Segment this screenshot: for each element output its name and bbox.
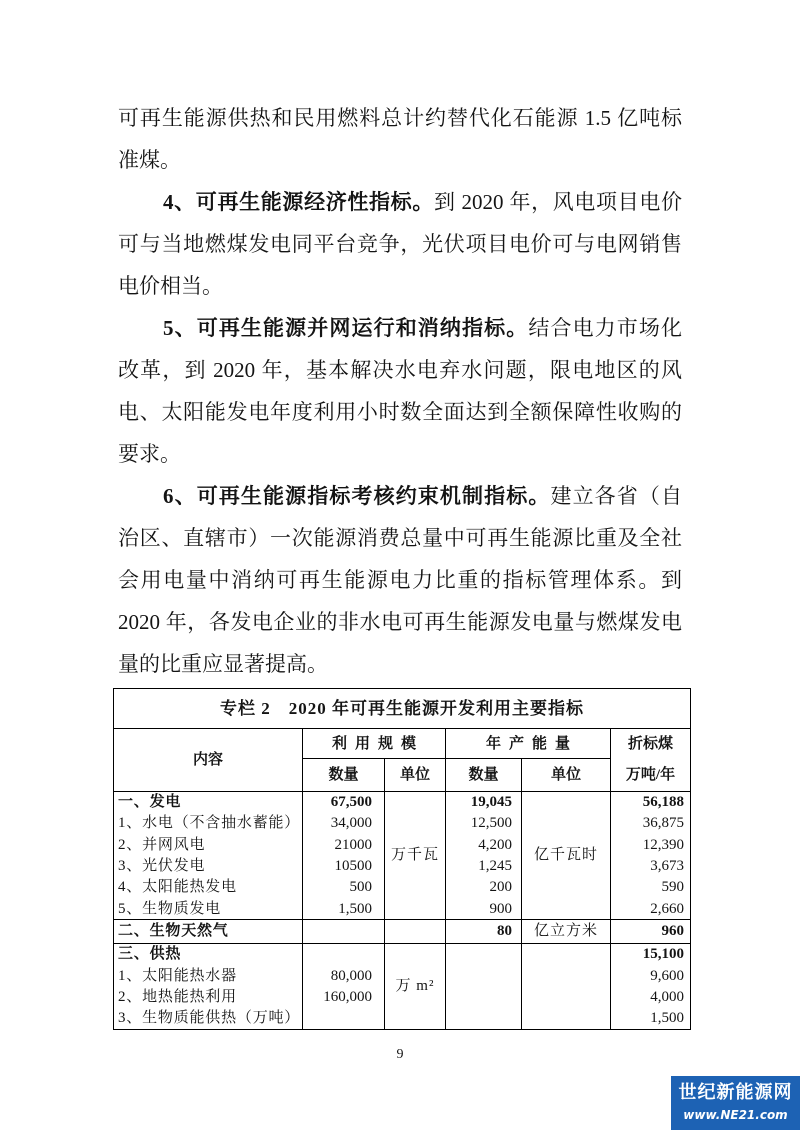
header-output-qty: 数量 <box>446 759 522 792</box>
coal-equivalent-cell: 9,600 <box>611 965 691 987</box>
item-cell: 三、供热 <box>114 943 303 965</box>
watermark-name: 世纪新能源网 <box>678 1082 793 1103</box>
usage-qty-cell <box>303 943 385 965</box>
usage-unit-cell <box>385 919 446 943</box>
item-cell: 3、光伏发电 <box>114 855 303 876</box>
output-qty-cell: 19,045 <box>446 792 522 813</box>
usage-qty-cell: 1,500 <box>303 898 385 919</box>
paragraph <box>118 181 682 307</box>
paragraph <box>118 97 682 181</box>
item-cell: 3、生物质能供热（万吨） <box>114 1008 303 1030</box>
usage-qty-cell: 67,500 <box>303 792 385 813</box>
coal-equivalent-cell: 56,188 <box>611 792 691 813</box>
header-output-unit: 单位 <box>522 759 611 792</box>
output-qty-cell <box>446 943 522 1029</box>
table-caption-row <box>114 689 691 729</box>
paragraph <box>118 307 682 475</box>
header-coal-equivalent <box>611 729 691 792</box>
paragraph-heading: 5、可再生能源并网运行和消纳指标。 <box>163 316 529 340</box>
text-line <box>118 475 682 517</box>
output-qty-cell: 1,245 <box>446 855 522 876</box>
output-unit-cell: 亿立方米 <box>522 919 611 943</box>
item-cell: 1、太阳能热水器 <box>114 965 303 987</box>
header-coal-equivalent-label: 折标煤 <box>628 736 674 752</box>
usage-qty-cell: 80,000 <box>303 965 385 987</box>
item-cell: 二、生物天然气 <box>114 919 303 943</box>
text-line <box>118 307 682 349</box>
table-caption-label: 专栏 2 <box>220 698 271 718</box>
text-run: 结合电力市场化 <box>528 316 683 340</box>
watermark-logo <box>671 1076 800 1130</box>
coal-equivalent-cell: 960 <box>611 919 691 943</box>
watermark-url: www.NE21.com <box>683 1108 788 1122</box>
header-annual-output: 年产能量 <box>446 729 611 759</box>
text-line <box>118 181 682 223</box>
coal-equivalent-cell: 2,660 <box>611 898 691 919</box>
usage-qty-cell <box>303 1008 385 1030</box>
item-cell: 2、地热能热利用 <box>114 986 303 1008</box>
coal-equivalent-cell: 12,390 <box>611 834 691 855</box>
usage-qty-cell: 10500 <box>303 855 385 876</box>
usage-qty-cell: 21000 <box>303 834 385 855</box>
paragraph <box>118 475 682 685</box>
usage-unit-cell: 万 m² <box>385 943 446 1029</box>
coal-equivalent-cell: 4,000 <box>611 986 691 1008</box>
output-qty-cell: 4,200 <box>446 834 522 855</box>
output-unit-cell: 亿千瓦时 <box>522 792 611 920</box>
body-text <box>118 97 682 685</box>
coal-equivalent-cell: 15,100 <box>611 943 691 965</box>
table-caption-title: 2020 年可再生能源开发利用主要指标 <box>288 698 585 718</box>
text-line: 电价相当。 <box>118 274 223 298</box>
item-cell: 2、并网风电 <box>114 834 303 855</box>
coal-equivalent-cell: 3,673 <box>611 855 691 876</box>
header-usage-scale: 利用规模 <box>303 729 446 759</box>
output-qty-cell: 200 <box>446 877 522 898</box>
table-header-row <box>114 729 691 759</box>
item-cell: 4、太阳能热发电 <box>114 877 303 898</box>
table-caption <box>114 689 691 729</box>
table-row <box>114 919 691 943</box>
usage-qty-cell <box>303 919 385 943</box>
item-cell: 1、水电（不含抽水蓄能） <box>114 813 303 834</box>
table-row <box>114 943 691 965</box>
paragraph-heading: 6、可再生能源指标考核约束机制指标。 <box>163 484 551 508</box>
usage-unit-cell: 万千瓦 <box>385 792 446 920</box>
coal-equivalent-cell: 1,500 <box>611 1008 691 1030</box>
text-line: 要求。 <box>118 442 181 466</box>
header-usage-unit: 单位 <box>385 759 446 792</box>
output-qty-cell: 900 <box>446 898 522 919</box>
item-cell: 一、发电 <box>114 792 303 813</box>
text-line: 治区、直辖市）一次能源消费总量中可再生能源比重及全社 <box>118 526 682 550</box>
header-coal-equivalent-unit: 万吨/年 <box>625 767 676 783</box>
text-run: 建立各省（自 <box>550 484 683 508</box>
page-number: 9 <box>396 1047 404 1062</box>
item-cell: 5、生物质发电 <box>114 898 303 919</box>
usage-qty-cell: 34,000 <box>303 813 385 834</box>
indicator-table <box>113 688 691 1030</box>
text-run: 到 2020 年，风电项目电价 <box>433 190 683 214</box>
text-line: 电、太阳能发电年度利用小时数全面达到全额保障性收购的 <box>118 400 682 424</box>
text-line: 准煤。 <box>118 148 181 172</box>
header-item: 内容 <box>114 729 303 792</box>
coal-equivalent-cell: 36,875 <box>611 813 691 834</box>
usage-qty-cell: 500 <box>303 877 385 898</box>
coal-equivalent-cell: 590 <box>611 877 691 898</box>
output-qty-cell: 12,500 <box>446 813 522 834</box>
header-usage-qty: 数量 <box>303 759 385 792</box>
text-line: 2020 年，各发电企业的非水电可再生能源发电量与燃煤发电 <box>118 610 682 634</box>
paragraph-heading: 4、可再生能源经济性指标。 <box>163 190 434 214</box>
text-line: 可与当地燃煤发电同平台竞争，光伏项目电价可与电网销售 <box>118 232 682 256</box>
text-line: 改革，到 2020 年，基本解决水电弃水问题，限电地区的风 <box>118 358 682 382</box>
output-unit-cell <box>522 943 611 1029</box>
text-line: 量的比重应显著提高。 <box>118 652 328 676</box>
text-line: 会用电量中消纳可再生能源电力比重的指标管理体系。到 <box>118 568 682 592</box>
text-line: 可再生能源供热和民用燃料总计约替代化石能源 1.5 亿吨标 <box>118 106 682 130</box>
table-row <box>114 792 691 813</box>
usage-qty-cell: 160,000 <box>303 986 385 1008</box>
output-qty-cell: 80 <box>446 919 522 943</box>
